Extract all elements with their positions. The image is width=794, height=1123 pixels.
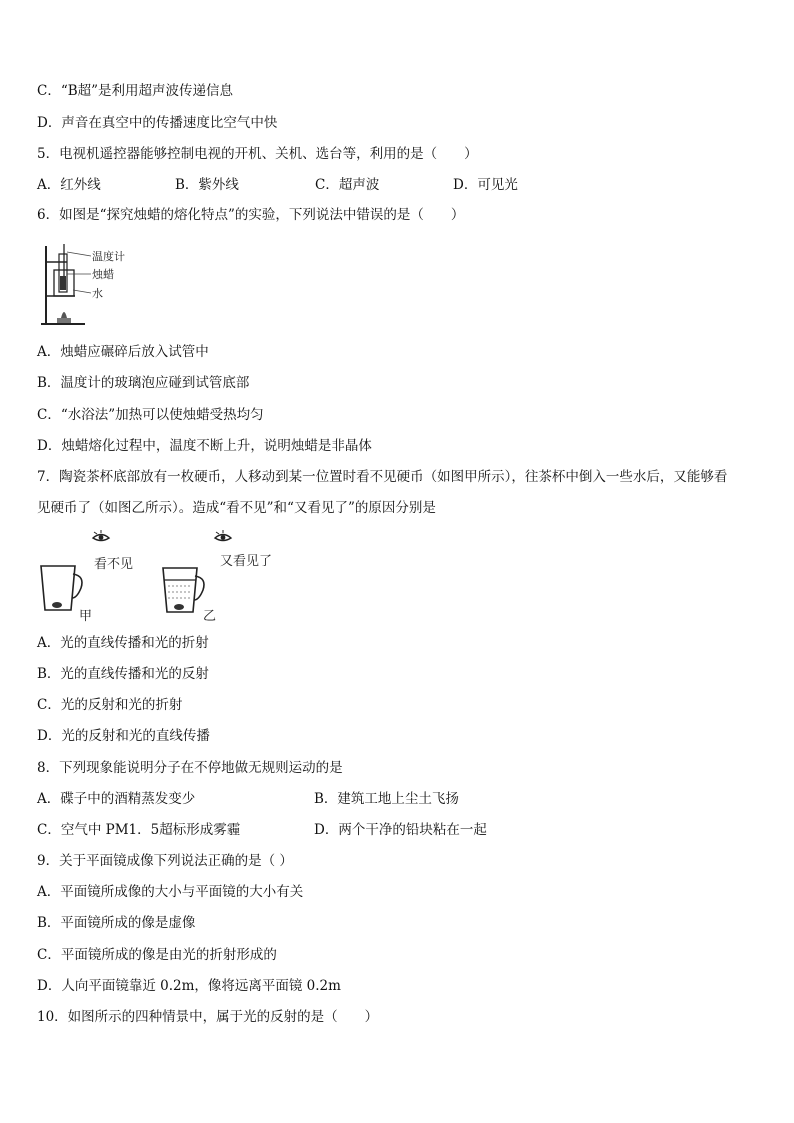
thermometer-label: 温度计 <box>92 250 125 263</box>
q4-option-c: C．“B超”是利用超声波传递信息 <box>37 83 234 99</box>
question-5: 5．电视机遥控器能够控制电视的开机、关机、选台等，利用的是（ ） <box>37 146 478 162</box>
q5-option-b: B．紫外线 <box>175 177 239 193</box>
question-10: 10．如图所示的四种情景中，属于光的反射的是（ ） <box>37 1009 379 1025</box>
q6-option-d: D．烛蜡熔化过程中，温度不断上升，说明烛蜡是非晶体 <box>37 438 372 454</box>
q8-option-c: C．空气中 PM1．5超标形成雾霾 <box>37 822 241 838</box>
cup-jia <box>41 566 82 610</box>
q6-option-c: C．“水浴法”加热可以使烛蜡受热均匀 <box>37 407 264 423</box>
yi-label: 乙 <box>203 609 217 624</box>
q5-option-d: D．可见光 <box>453 177 518 193</box>
wax-melting-apparatus-figure <box>37 240 137 328</box>
question-9: 9．关于平面镜成像下列说法正确的是（ ） <box>37 853 293 869</box>
jia-label: 甲 <box>79 609 93 624</box>
question-8: 8．下列现象能说明分子在不停地做无规则运动的是 <box>37 760 343 776</box>
q9-option-b: B．平面镜所成的像是虚像 <box>37 915 196 931</box>
eye-icon <box>215 530 231 541</box>
q7-option-d: D．光的反射和光的直线传播 <box>37 728 210 744</box>
q7-option-a: A．光的直线传播和光的折射 <box>37 635 209 651</box>
q8-option-a: A．碟子中的酒精蒸发变少 <box>37 791 196 807</box>
see-again-label: 又看见了 <box>220 554 273 569</box>
q9-option-d: D．人向平面镜靠近 0.2m，像将远离平面镜 0.2m <box>37 978 341 994</box>
q6-option-a: A．烛蜡应碾碎后放入试管中 <box>37 344 209 360</box>
q8-option-b: B．建筑工地上尘土飞扬 <box>314 791 459 807</box>
q7-option-b: B．光的直线传播和光的反射 <box>37 666 209 682</box>
teacup-coin-figure <box>37 528 287 624</box>
eye-icon <box>93 530 109 541</box>
q6-option-b: B．温度计的玻璃泡应碰到试管底部 <box>37 375 250 391</box>
wax-label: 烛蜡 <box>92 268 114 281</box>
q9-option-a: A．平面镜所成像的大小与平面镜的大小有关 <box>37 884 304 900</box>
question-7-line-1: 7．陶瓷茶杯底部放有一枚硬币，人移动到某一位置时看不见硬币（如图甲所示），往茶杯中倒入一些水后，又能够看 <box>37 469 728 485</box>
q9-option-c: C．平面镜所成的像是由光的折射形成的 <box>37 947 277 963</box>
q4-option-d: D．声音在真空中的传播速度比空气中快 <box>37 115 278 131</box>
cant-see-label: 看不见 <box>94 557 134 572</box>
q5-option-c: C．超声波 <box>315 177 380 193</box>
q7-option-c: C．光的反射和光的折射 <box>37 697 183 713</box>
cup-yi <box>163 568 204 612</box>
question-7-line-2: 见硬币了（如图乙所示）。造成“看不见”和“又看见了”的原因分别是 <box>37 500 436 516</box>
q5-option-a: A．红外线 <box>37 177 101 193</box>
question-6: 6．如图是“探究烛蜡的熔化特点”的实验，下列说法中错误的是（ ） <box>37 207 465 223</box>
q8-option-d: D．两个干净的铅块粘在一起 <box>314 822 487 838</box>
water-label: 水 <box>92 287 103 300</box>
